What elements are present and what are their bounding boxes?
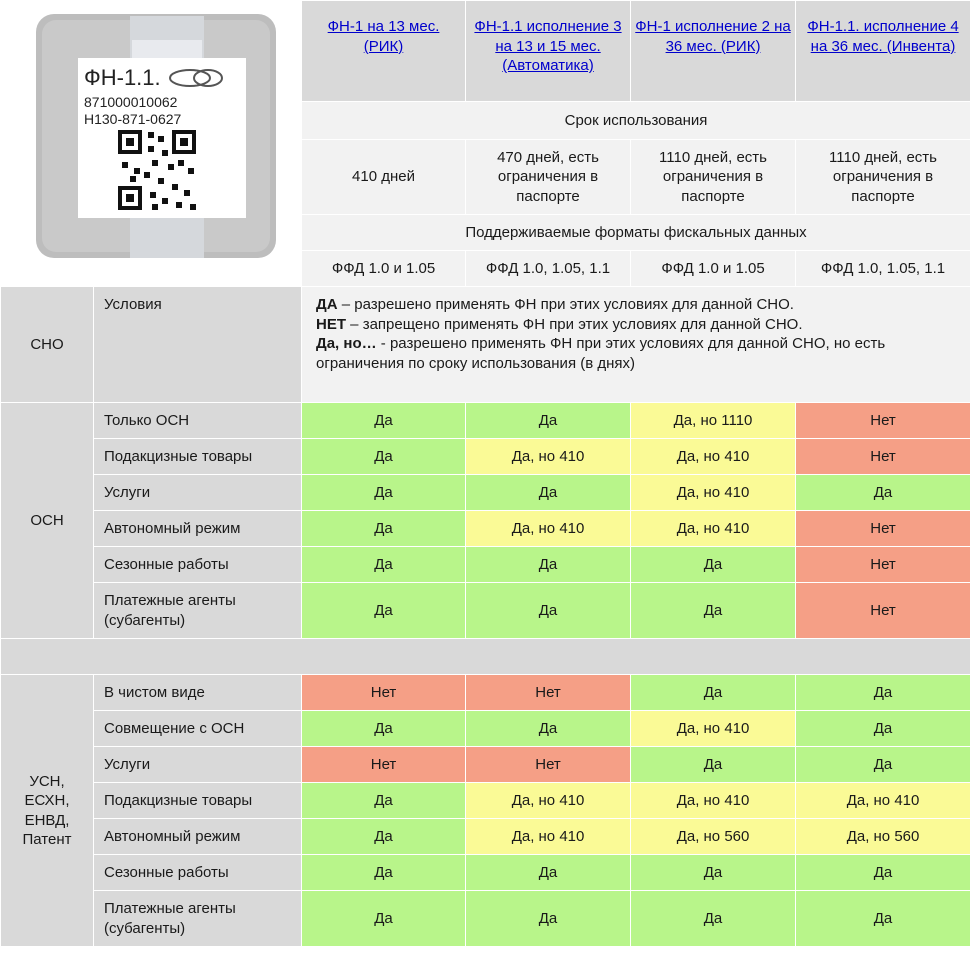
status-cell: Да, но 1110 — [631, 403, 796, 439]
status-cell: Да, но 410 — [631, 511, 796, 547]
format-value: ФФД 1.0 и 1.05 — [631, 251, 796, 287]
status-cell: Да — [302, 855, 466, 891]
conditions-label: Условия — [94, 287, 302, 403]
osn-section — [1, 403, 970, 639]
header-link[interactable]: ФН-1 исполнение 2 на 36 мес. (РИК) — [635, 18, 791, 55]
section-separator — [1, 639, 970, 675]
row-label: Услуги — [94, 747, 302, 783]
status-cell: Нет — [466, 747, 631, 783]
status-cell: Да — [302, 711, 466, 747]
header-link[interactable]: ФН-1 на 13 мес. (РИК) — [327, 18, 440, 55]
fn-device-image — [12, 0, 300, 286]
status-cell: Да — [302, 547, 466, 583]
status-cell: Да — [302, 819, 466, 855]
status-cell: Да — [466, 475, 631, 511]
status-cell: Да, но 560 — [631, 819, 796, 855]
row-label: Подакцизные товары — [94, 439, 302, 475]
status-cell: Да — [796, 711, 970, 747]
status-cell: Да — [631, 855, 796, 891]
header-link[interactable]: ФН-1.1. исполнение 4 на 36 мес. (Инвента) — [807, 18, 959, 55]
header-fn1-2[interactable] — [631, 1, 796, 102]
status-cell: Да, но 410 — [631, 439, 796, 475]
row-label: Сезонные работы — [94, 547, 302, 583]
status-cell: Да — [796, 675, 970, 711]
format-value: ФФД 1.0, 1.05, 1.1 — [466, 251, 631, 287]
status-cell: Да — [796, 475, 970, 511]
sno-label: СНО — [1, 287, 94, 403]
status-cell: Да — [466, 711, 631, 747]
formats-label: Поддерживаемые форматы фискальных данных — [302, 215, 970, 251]
status-cell: Нет — [796, 403, 970, 439]
status-cell: Нет — [302, 747, 466, 783]
status-cell: Нет — [466, 675, 631, 711]
status-cell: Да, но 410 — [631, 783, 796, 819]
status-cell: Да — [302, 511, 466, 547]
status-cell: Нет — [796, 439, 970, 475]
status-cell: Да — [466, 583, 631, 639]
header-fn1-13[interactable] — [302, 1, 466, 102]
status-cell: Да — [796, 855, 970, 891]
status-cell: Да, но 410 — [466, 819, 631, 855]
osn-group-label: ОСН — [1, 403, 94, 639]
status-cell: Да — [466, 403, 631, 439]
fn-device-photo — [12, 0, 300, 286]
status-cell: Да, но 410 — [466, 439, 631, 475]
status-cell: Да — [302, 583, 466, 639]
status-cell: Да, но 410 — [466, 783, 631, 819]
usage-value: 470 дней, есть ограничения в паспорте — [466, 140, 631, 215]
status-cell: Да — [302, 475, 466, 511]
status-cell: Да, но 410 — [796, 783, 970, 819]
usn-group-label: УСН, ЕСХН, ЕНВД, Патент — [1, 675, 94, 947]
legend-no-text: – запрещено применять ФН при этих условиях для данной СНО. — [346, 315, 803, 333]
status-cell: Да — [302, 403, 466, 439]
status-cell: Да — [631, 583, 796, 639]
row-label: Платежные агенты (субагенты) — [94, 891, 302, 947]
status-cell: Да — [466, 855, 631, 891]
status-cell: Нет — [796, 547, 970, 583]
row-label: В чистом виде — [94, 675, 302, 711]
usn-section — [1, 675, 970, 947]
device-model: ФН-1.1. — [84, 65, 161, 90]
status-cell: Да — [302, 439, 466, 475]
status-cell: Да, но 560 — [796, 819, 970, 855]
status-cell: Да — [631, 747, 796, 783]
status-cell: Нет — [302, 675, 466, 711]
hologram-band — [132, 40, 202, 60]
status-cell: Да — [631, 891, 796, 947]
status-cell: Да — [796, 891, 970, 947]
row-label: Совмещение с ОСН — [94, 711, 302, 747]
row-label: Услуги — [94, 475, 302, 511]
header-fn11-4[interactable] — [796, 1, 970, 102]
status-cell: Да — [631, 675, 796, 711]
legend-but-bold: Да, но… — [316, 335, 377, 352]
status-cell: Да — [466, 891, 631, 947]
device-code: H130-871-0627 — [84, 111, 182, 127]
legend — [302, 287, 970, 403]
device-serial: 871000010062 — [84, 94, 178, 110]
status-cell: Да, но 410 — [466, 511, 631, 547]
usage-label: Срок использования — [302, 102, 970, 140]
status-cell: Да — [631, 547, 796, 583]
row-label: Автономный режим — [94, 819, 302, 855]
status-cell: Да, но 410 — [631, 711, 796, 747]
header-link[interactable]: ФН-1.1 исполнение 3 на 13 и 15 мес. (Автоматика) — [474, 18, 622, 74]
status-cell: Да — [466, 547, 631, 583]
status-cell: Да — [302, 783, 466, 819]
status-cell: Нет — [796, 583, 970, 639]
status-cell: Да, но 410 — [631, 475, 796, 511]
row-label: Только ОСН — [94, 403, 302, 439]
format-value: ФФД 1.0 и 1.05 — [302, 251, 466, 287]
usage-value: 410 дней — [302, 140, 466, 215]
status-cell: Да — [796, 747, 970, 783]
row-label: Автономный режим — [94, 511, 302, 547]
usage-value: 1110 дней, есть ограничения в паспорте — [631, 140, 796, 215]
row-label: Платежные агенты (субагенты) — [94, 583, 302, 639]
usage-value: 1110 дней, есть ограничения в паспорте — [796, 140, 970, 215]
status-cell: Нет — [796, 511, 970, 547]
legend-no-bold: НЕТ — [316, 315, 347, 333]
row-label: Подакцизные товары — [94, 783, 302, 819]
row-label: Сезонные работы — [94, 855, 302, 891]
legend-but-text: - разрешено применять ФН при этих условиях для данной СНО, но есть ограничения по сроку использования (в днях) — [316, 335, 886, 372]
legend-yes-text: – разрешено применять ФН при этих условиях для данной СНО. — [337, 296, 794, 313]
status-cell: Да — [302, 891, 466, 947]
legend-yes-bold: ДА — [316, 296, 338, 313]
header-fn11-3[interactable] — [466, 1, 631, 102]
format-value: ФФД 1.0, 1.05, 1.1 — [796, 251, 970, 287]
